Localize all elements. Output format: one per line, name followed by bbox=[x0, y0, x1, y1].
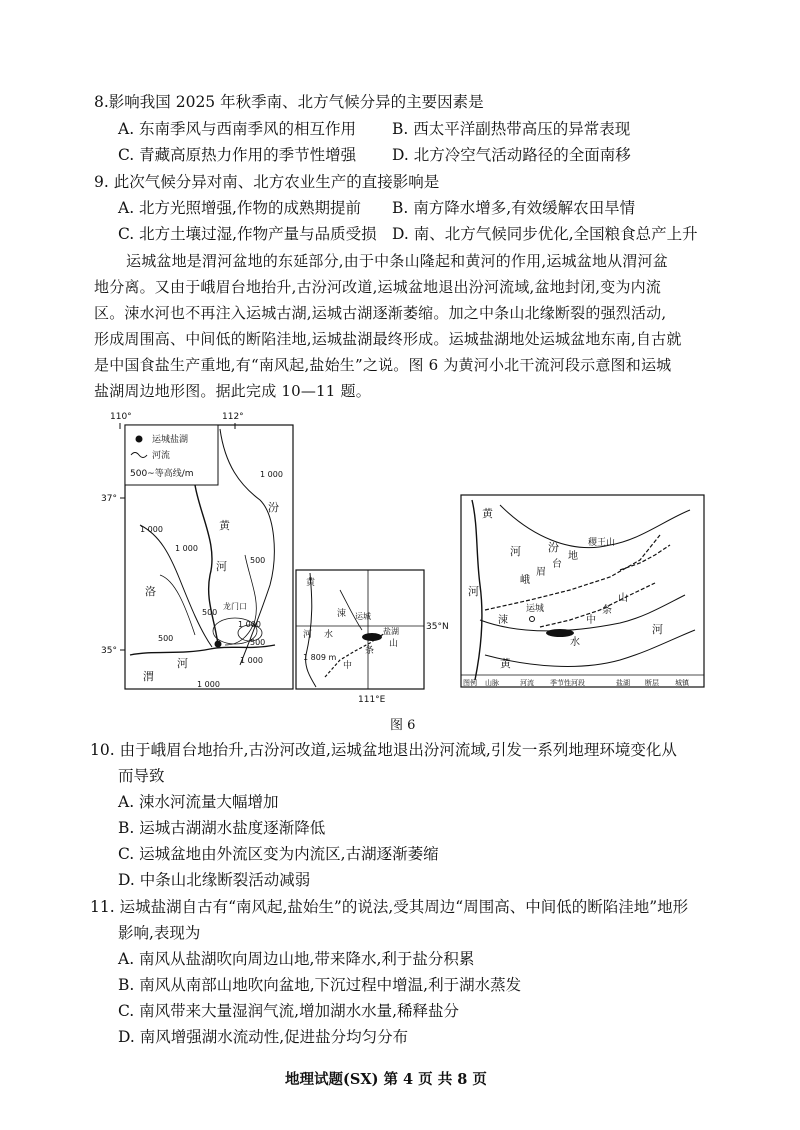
contour-500-d: 500 bbox=[250, 638, 266, 647]
passage-line-1: 运城盆地是渭河盆地的东延部分,由于中条山隆起和黄河的作用,运城盆地从渭河盆 bbox=[126, 252, 668, 270]
q8-option-c: C. 青藏高原热力作用的季节性增强 bbox=[118, 146, 357, 164]
q10-option-a: A. 涑水河流量大幅增加 bbox=[118, 793, 279, 811]
page-footer: 地理试题(SX) 第 4 页 共 8 页 bbox=[285, 1071, 487, 1088]
label-luo: 洛 bbox=[145, 585, 156, 598]
q10-option-d: D. 中条山北缘断裂活动减弱 bbox=[118, 871, 311, 889]
contour-500-b: 500 bbox=[158, 634, 174, 643]
label-fen: 汾 bbox=[268, 501, 279, 514]
contour-1000-f: 1 000 bbox=[197, 680, 220, 689]
right-label-su: 涑 bbox=[498, 615, 508, 626]
q9-option-a: A. 北方光照增强,作物的成熟期提前 bbox=[118, 199, 361, 217]
q9-option-b: B. 南方降水增多,有效缓解农田旱情 bbox=[392, 199, 636, 217]
right-legend-fault: 断层 bbox=[645, 679, 659, 687]
q9-stem: 9. 此次气候分异对南、北方农业生产的直接影响是 bbox=[94, 173, 440, 191]
figure-6 bbox=[100, 405, 720, 705]
right-label-tiao: 条 bbox=[602, 605, 612, 616]
right-label-zhong: 中 bbox=[586, 615, 596, 626]
inset-label-shui: 水 bbox=[324, 630, 334, 640]
inset-map bbox=[296, 570, 449, 705]
inset-label-zhong: 中 bbox=[343, 661, 353, 671]
salt-lake-legend-icon bbox=[136, 436, 143, 443]
label-huang: 黄 bbox=[219, 519, 230, 532]
inset-label-yuncheng: 运城 bbox=[355, 612, 371, 621]
passage-line-4: 形成周围高、中间低的断陷洼地,运城盐湖最终形成。运城盐湖地处运城盆地东南,自古就 bbox=[94, 330, 682, 348]
inset-label-he: 河 bbox=[303, 630, 313, 640]
right-label-he-2: 河 bbox=[468, 585, 479, 598]
right-label-mei: 眉 bbox=[536, 567, 546, 578]
q11-option-d: D. 南风增强湖水流动性,促进盐分均匀分布 bbox=[118, 1028, 409, 1046]
inset-label-111e: 111°E bbox=[358, 695, 386, 705]
q10-option-c: C. 运城盆地由外流区变为内流区,古湖逐渐萎缩 bbox=[118, 845, 439, 863]
legend-river: 河流 bbox=[152, 451, 171, 461]
right-legend-town: 城镇 bbox=[675, 679, 689, 687]
inset-label-shan: 山 bbox=[389, 639, 399, 649]
contour-1000-c: 1 000 bbox=[175, 544, 198, 553]
right-label-he: 河 bbox=[510, 545, 521, 558]
lon-label-112: 112° bbox=[222, 412, 244, 422]
inset-label-elevation: 1 809 m bbox=[303, 653, 337, 662]
inset-label-yanhu: 盐湖 bbox=[383, 627, 399, 636]
q9-option-d: D. 南、北方气候同步优化,全国粮食总产上升 bbox=[392, 225, 698, 243]
q10-stem-2: 而导致 bbox=[118, 767, 165, 785]
legend-contour: 500~等高线/m bbox=[130, 469, 194, 479]
right-map bbox=[461, 495, 704, 687]
right-legend-saltlake: 盐湖 bbox=[616, 679, 630, 687]
passage-line-3: 区。涑水河也不再注入运城古湖,运城古湖逐渐萎缩。加之中条山北缘断裂的强烈活动, bbox=[94, 304, 667, 322]
contour-500-a: 500 bbox=[250, 556, 266, 565]
right-label-fen: 汾 bbox=[548, 541, 559, 554]
label-wei: 渭 bbox=[143, 670, 154, 683]
legend-salt-lake: 运城盐湖 bbox=[152, 435, 189, 445]
right-label-tai: 台 bbox=[552, 559, 562, 570]
right-label-e: 峨 bbox=[520, 575, 530, 586]
right-label-di: 地 bbox=[568, 551, 578, 562]
inset-label-35n: 35°N bbox=[426, 622, 449, 632]
left-map bbox=[101, 412, 293, 689]
right-legend-seasonal: 季节性河段 bbox=[550, 679, 585, 687]
label-he-2: 河 bbox=[177, 657, 188, 670]
q11-option-c: C. 南风带来大量湿润气流,增加湖水水量,稀释盐分 bbox=[118, 1002, 460, 1020]
q9-option-c: C. 北方土壤过湿,作物产量与品质受损 bbox=[118, 225, 377, 243]
right-label-jiwangshan: 稷王山 bbox=[588, 538, 616, 548]
label-longmenkou: 龙门口 bbox=[223, 602, 247, 611]
q10-stem-1: 10. 由于峨眉台地抬升,古汾河改道,运城盆地退出汾河流域,引发一系列地理环境变化从 bbox=[90, 741, 677, 759]
label-he: 河 bbox=[216, 560, 227, 573]
inset-label-su: 涑 bbox=[337, 609, 347, 619]
inset-label-huang: 黄 bbox=[306, 578, 316, 588]
salt-lake-marker bbox=[215, 641, 222, 648]
q8-stem: 8.影响我国 2025 年秋季南、北方气候分异的主要因素是 bbox=[94, 93, 484, 111]
right-legend-title: 图例 bbox=[463, 679, 477, 687]
right-label-yuncheng: 运城 bbox=[526, 604, 545, 614]
lon-label-110: 110° bbox=[110, 412, 132, 422]
contour-1000-d: 1 000 bbox=[238, 620, 261, 629]
right-label-huang-2: 黄 bbox=[500, 657, 511, 670]
contour-500-c: 500 bbox=[202, 608, 218, 617]
passage-line-5: 是中国食盐生产重地,有“南风起,盐始生”之说。图 6 为黄河小北干流河段示意图和运城 bbox=[94, 356, 672, 374]
q11-option-a: A. 南风从盐湖吹向周边山地,带来降水,利于盐分积累 bbox=[118, 950, 475, 968]
lat-label-35: 35° bbox=[101, 646, 117, 656]
right-label-shan: 山 bbox=[618, 593, 628, 604]
passage-line-6: 盐湖周边地形图。据此完成 10—11 题。 bbox=[94, 382, 371, 400]
inset-label-tiao: 条 bbox=[365, 646, 375, 656]
figure-caption: 图 6 bbox=[390, 718, 416, 733]
q11-option-b: B. 南风从南部山地吹向盆地,下沉过程中增温,利于湖水蒸发 bbox=[118, 976, 522, 994]
contour-1000-a: 1 000 bbox=[260, 470, 283, 479]
q8-option-a: A. 东南季风与西南季风的相互作用 bbox=[118, 120, 357, 138]
passage-line-2: 地分离。又由于峨眉台地抬升,古汾河改道,运城盆地退出汾河流域,盆地封闭,变为内流 bbox=[94, 278, 662, 296]
q10-option-b: B. 运城古湖湖水盐度逐渐降低 bbox=[118, 819, 326, 837]
right-label-he-3: 河 bbox=[652, 623, 663, 636]
q11-stem-2: 影响,表现为 bbox=[118, 924, 201, 942]
q11-stem-1: 11. 运城盐湖自古有“南风起,盐始生”的说法,受其周边“周围高、中间低的断陷洼地”地形 bbox=[90, 898, 689, 916]
lat-label-37: 37° bbox=[101, 494, 117, 504]
right-legend-mountain: 山脉 bbox=[485, 679, 499, 687]
right-legend-river: 河流 bbox=[520, 679, 534, 687]
q8-option-d: D. 北方冷空气活动路径的全面南移 bbox=[392, 146, 631, 164]
contour-1000-b: 1 000 bbox=[140, 525, 163, 534]
right-label-huang: 黄 bbox=[482, 507, 493, 520]
right-label-shui: 水 bbox=[570, 637, 580, 648]
contour-1000-e: 1 000 bbox=[240, 656, 263, 665]
q8-option-b: B. 西太平洋副热带高压的异常表现 bbox=[392, 120, 631, 138]
